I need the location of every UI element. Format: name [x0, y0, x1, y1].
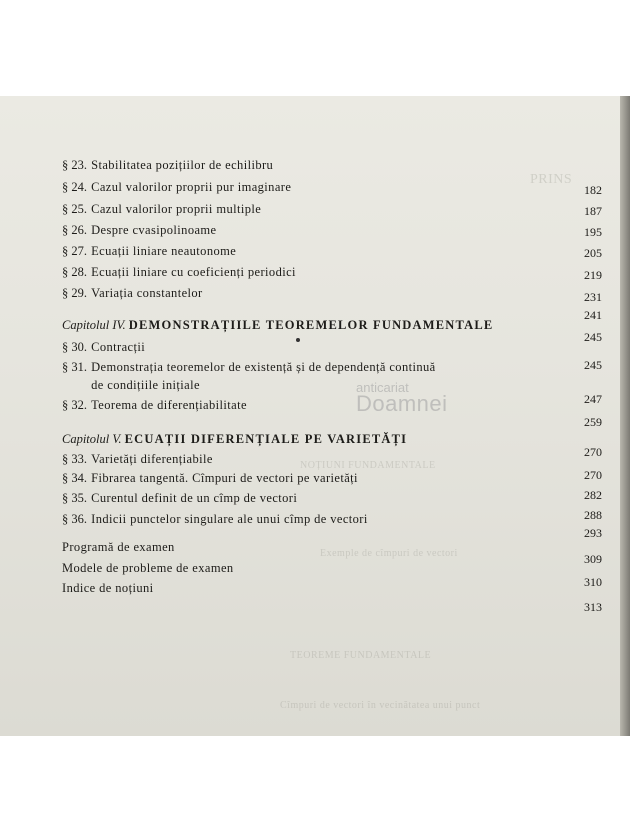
section-number: § 24. — [62, 180, 87, 194]
page-number: 195 — [584, 225, 602, 239]
section-title: Varietăți diferențiabile — [91, 452, 213, 466]
bleed-through-text: Cîmpuri de vectori în vecinătatea unui punct — [280, 700, 481, 711]
bleed-through-text: TEOREME FUNDAMENTALE — [290, 650, 432, 661]
section-title: Ecuații liniare neautonome — [91, 244, 237, 258]
page-number: 270 — [584, 468, 602, 482]
section-number: § 26. — [62, 223, 87, 237]
section-number: § 32. — [62, 398, 87, 412]
toc-entry — [62, 158, 582, 176]
section-number: § 33. — [62, 452, 87, 466]
section-title: Cazul valorilor proprii pur imaginare — [91, 180, 292, 194]
page-number: 245 — [584, 358, 602, 372]
toc-entry — [62, 202, 582, 220]
section-number: § 25. — [62, 202, 87, 216]
section-title: Teorema de diferențiabilitate — [91, 398, 247, 412]
watermark-line2: Doamnei — [356, 391, 448, 416]
chapter-heading — [62, 432, 582, 450]
page-number: 309 — [584, 552, 602, 566]
section-title: Fibrarea tangentă. Cîmpuri de vectori pe varietăți — [91, 471, 358, 485]
section-number: § 35. — [62, 491, 87, 505]
section-number: § 34. — [62, 471, 87, 485]
page-number: 247 — [584, 392, 602, 406]
page-number: 282 — [584, 488, 602, 502]
page-number: 231 — [584, 290, 602, 304]
section-title: Despre cvasipolinoame — [91, 223, 217, 237]
toc-entry — [62, 512, 582, 530]
back-matter-title: Modele de probleme de examen — [62, 561, 234, 575]
chapter-label: Capitolul IV. — [62, 318, 126, 332]
section-number: § 27. — [62, 244, 87, 258]
page-number: 310 — [584, 575, 602, 589]
page-number: 245 — [584, 330, 602, 344]
section-title: Variația constantelor — [91, 286, 203, 300]
toc-entry-back-matter — [62, 581, 582, 599]
section-title: Stabilitatea pozițiilor de echilibru — [91, 158, 274, 172]
section-title: Ecuații liniare cu coeficienți periodici — [91, 265, 296, 279]
back-matter-title: Programă de examen — [62, 540, 175, 554]
section-number: § 29. — [62, 286, 87, 300]
toc-entry — [62, 265, 582, 283]
toc-entry — [62, 471, 582, 489]
section-number: § 31. — [62, 360, 87, 374]
chapter-label: Capitolul V. — [62, 432, 122, 446]
watermark-line1: anticariat — [356, 380, 409, 395]
toc-entry — [62, 491, 582, 509]
chapter-title: DEMONSTRAȚIILE TEOREMELOR FUNDAMENTALE — [128, 318, 494, 332]
section-number: § 30. — [62, 340, 87, 354]
page-number: 182 — [584, 183, 602, 197]
section-title: Demonstrația teoremelor de existență și de dependență continuă — [91, 360, 436, 374]
section-number: § 23. — [62, 158, 87, 172]
section-number: § 28. — [62, 265, 87, 279]
toc-entry — [62, 398, 582, 416]
toc-entry — [62, 180, 582, 198]
toc-entry — [62, 360, 582, 378]
toc-entry — [62, 452, 582, 470]
toc-entry — [62, 286, 582, 304]
section-title: Indicii punctelor singulare ale unui cîmp de vectori — [91, 512, 368, 526]
section-title: de condițiile inițiale — [91, 378, 200, 392]
bleed-through-text: NOȚIUNI FUNDAMENTALE — [300, 460, 436, 471]
bleed-through-text: Exemple de cîmpuri de vectori — [320, 548, 458, 559]
section-number: § 36. — [62, 512, 87, 526]
bleed-through-text: PRINS — [530, 172, 573, 187]
section-title: Contracții — [91, 340, 146, 354]
toc-entry-continued — [62, 378, 582, 396]
page-edge — [620, 96, 630, 736]
chapter-heading — [62, 318, 582, 336]
chapter-title: ECUAȚII DIFERENȚIALE PE VARIETĂȚI — [124, 432, 408, 446]
back-matter-title: Indice de noțiuni — [62, 581, 154, 595]
page-number: 205 — [584, 246, 602, 260]
page-number: 241 — [584, 308, 602, 322]
toc-entry — [62, 340, 582, 358]
section-title: Curentul definit de un cîmp de vectori — [91, 491, 298, 505]
toc-entry — [62, 223, 582, 241]
page-number: 288 — [584, 508, 602, 522]
page-number: 313 — [584, 600, 602, 614]
toc-entry-back-matter — [62, 540, 582, 558]
page-number: 293 — [584, 526, 602, 540]
toc-entry-back-matter — [62, 561, 582, 579]
page-number: 270 — [584, 445, 602, 459]
toc-entry — [62, 244, 582, 262]
page-number: 187 — [584, 204, 602, 218]
page-number: 259 — [584, 415, 602, 429]
section-title: Cazul valorilor proprii multiple — [91, 202, 262, 216]
page-number: 219 — [584, 268, 602, 282]
